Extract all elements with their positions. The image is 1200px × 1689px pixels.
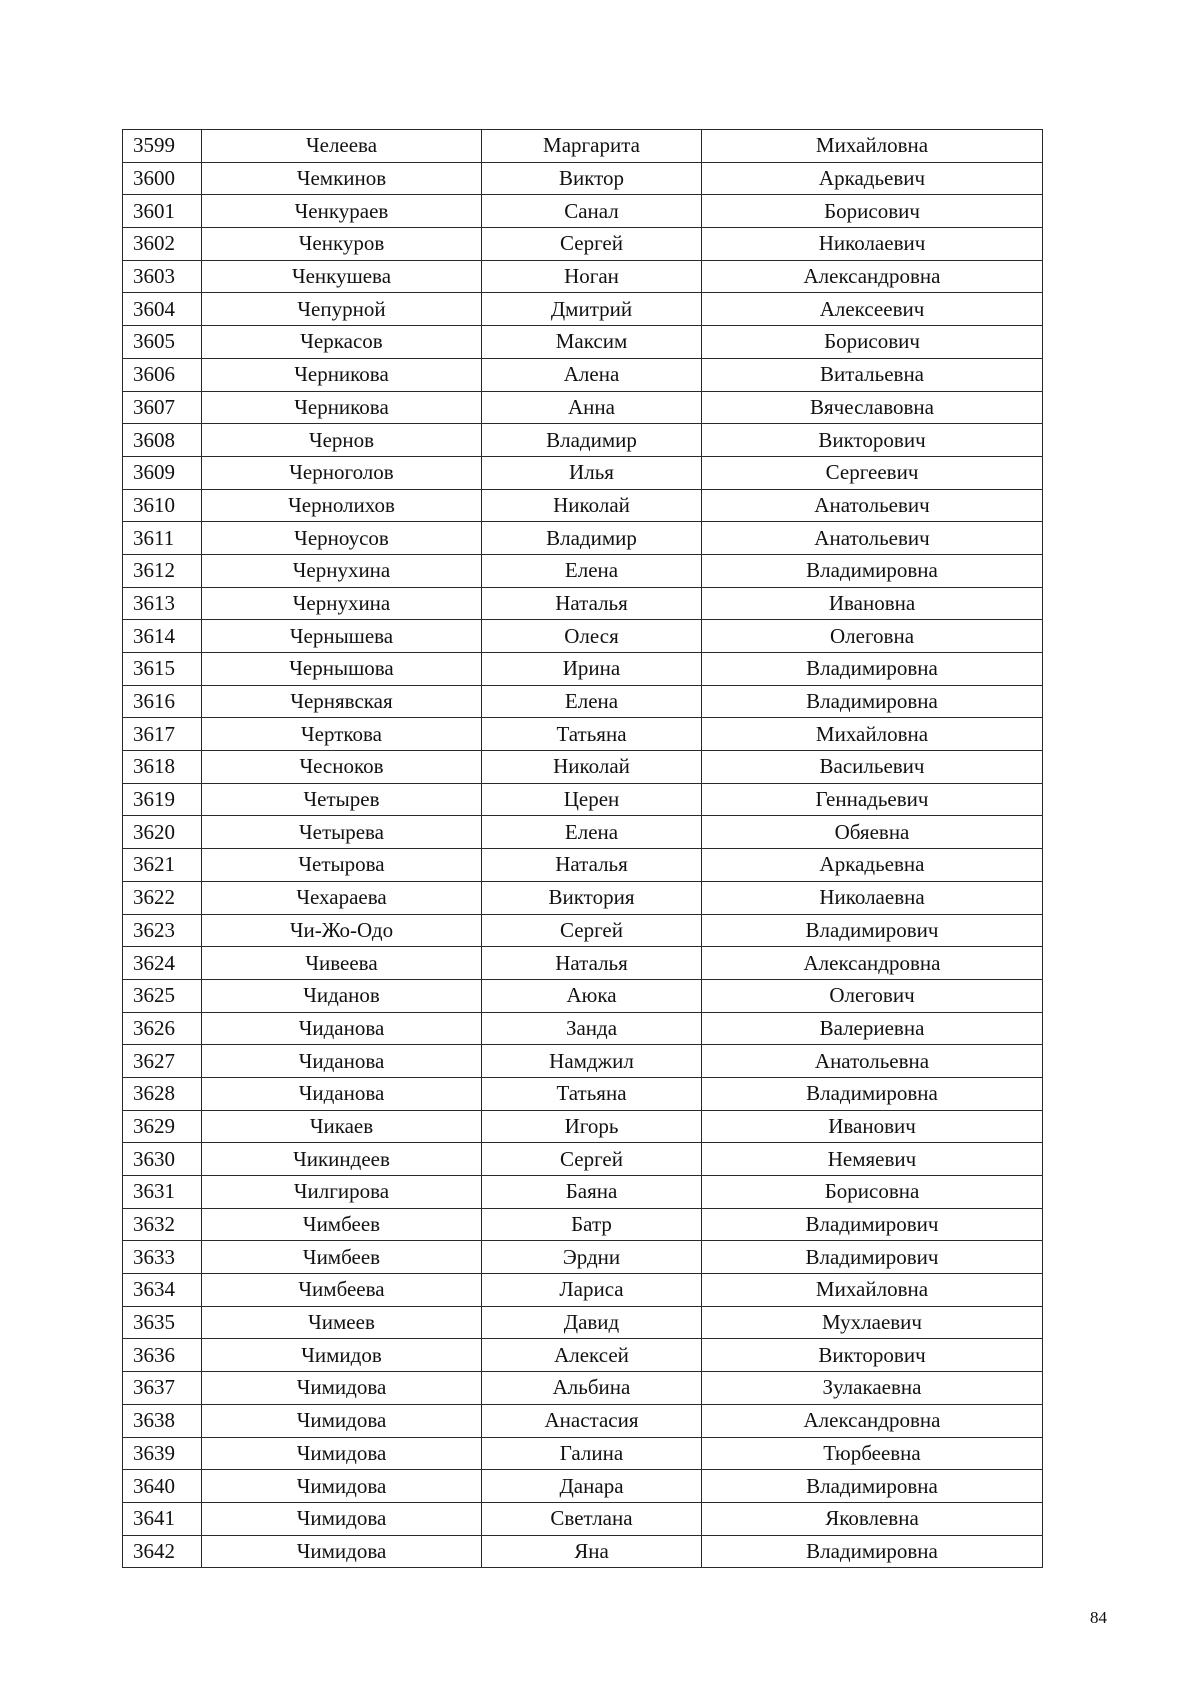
- first-name-cell: Санал: [482, 195, 702, 228]
- row-number: 3603: [123, 260, 202, 293]
- row-number: 3619: [123, 783, 202, 816]
- table-row: [123, 685, 1043, 718]
- row-number: 3641: [123, 1502, 202, 1535]
- first-name-cell: Светлана: [482, 1502, 702, 1535]
- patronymic-cell: Владимировна: [702, 1535, 1043, 1568]
- first-name-cell: Татьяна: [482, 1077, 702, 1110]
- patronymic-cell: Борисович: [702, 195, 1043, 228]
- table-row: [123, 522, 1043, 555]
- row-number: 3634: [123, 1274, 202, 1307]
- table-row: [123, 424, 1043, 457]
- first-name-cell: Татьяна: [482, 718, 702, 751]
- surname-cell: Чимидова: [202, 1535, 482, 1568]
- patronymic-cell: Александровна: [702, 947, 1043, 980]
- table-row: [123, 1143, 1043, 1176]
- table-row: [123, 1077, 1043, 1110]
- row-number: 3626: [123, 1012, 202, 1045]
- patronymic-cell: Владимировна: [702, 554, 1043, 587]
- table-row: [123, 1470, 1043, 1503]
- patronymic-cell: Борисовна: [702, 1176, 1043, 1209]
- patronymic-cell: Владимировна: [702, 685, 1043, 718]
- surname-cell: Чимеев: [202, 1306, 482, 1339]
- row-number: 3624: [123, 947, 202, 980]
- first-name-cell: Анна: [482, 391, 702, 424]
- table-row: [123, 1404, 1043, 1437]
- row-number: 3608: [123, 424, 202, 457]
- first-name-cell: Виктория: [482, 881, 702, 914]
- surname-cell: Чимидова: [202, 1404, 482, 1437]
- row-number: 3620: [123, 816, 202, 849]
- first-name-cell: Наталья: [482, 587, 702, 620]
- patronymic-cell: Николаевна: [702, 881, 1043, 914]
- row-number: 3631: [123, 1176, 202, 1209]
- row-number: 3617: [123, 718, 202, 751]
- patronymic-cell: Витальевна: [702, 358, 1043, 391]
- patronymic-cell: Олегович: [702, 979, 1043, 1012]
- patronymic-cell: Владимировна: [702, 1077, 1043, 1110]
- table-row: [123, 1274, 1043, 1307]
- surname-cell: Ченкураев: [202, 195, 482, 228]
- row-number: 3611: [123, 522, 202, 555]
- table-row: [123, 947, 1043, 980]
- patronymic-cell: Вячеславовна: [702, 391, 1043, 424]
- row-number: 3636: [123, 1339, 202, 1372]
- row-number: 3628: [123, 1077, 202, 1110]
- row-number: 3635: [123, 1306, 202, 1339]
- patronymic-cell: Обяевна: [702, 816, 1043, 849]
- table-row: [123, 195, 1043, 228]
- table-row: [123, 326, 1043, 359]
- surname-cell: Черникова: [202, 358, 482, 391]
- table-row: [123, 1502, 1043, 1535]
- table-row: [123, 1372, 1043, 1405]
- surname-cell: Чернявская: [202, 685, 482, 718]
- patronymic-cell: Владимирович: [702, 914, 1043, 947]
- table-row: [123, 653, 1043, 686]
- names-table-body: [123, 130, 1043, 1568]
- first-name-cell: Галина: [482, 1437, 702, 1470]
- table-row: [123, 1241, 1043, 1274]
- row-number: 3622: [123, 881, 202, 914]
- table-row: [123, 620, 1043, 653]
- patronymic-cell: Сергеевич: [702, 456, 1043, 489]
- surname-cell: Чимидова: [202, 1437, 482, 1470]
- table-row: [123, 1437, 1043, 1470]
- surname-cell: Чимидова: [202, 1502, 482, 1535]
- first-name-cell: Елена: [482, 554, 702, 587]
- surname-cell: Чимидова: [202, 1470, 482, 1503]
- first-name-cell: Николай: [482, 489, 702, 522]
- first-name-cell: Эрдни: [482, 1241, 702, 1274]
- patronymic-cell: Аркадьевна: [702, 849, 1043, 882]
- table-row: [123, 881, 1043, 914]
- surname-cell: Черникова: [202, 391, 482, 424]
- table-row: [123, 587, 1043, 620]
- table-row: [123, 816, 1043, 849]
- table-row: [123, 783, 1043, 816]
- first-name-cell: Игорь: [482, 1110, 702, 1143]
- patronymic-cell: Иванович: [702, 1110, 1043, 1143]
- first-name-cell: Занда: [482, 1012, 702, 1045]
- row-number: 3632: [123, 1208, 202, 1241]
- first-name-cell: Владимир: [482, 522, 702, 555]
- row-number: 3640: [123, 1470, 202, 1503]
- first-name-cell: Церен: [482, 783, 702, 816]
- table-row: [123, 162, 1043, 195]
- first-name-cell: Илья: [482, 456, 702, 489]
- row-number: 3601: [123, 195, 202, 228]
- row-number: 3610: [123, 489, 202, 522]
- patronymic-cell: Олеговна: [702, 620, 1043, 653]
- table-row: [123, 1110, 1043, 1143]
- table-row: [123, 1045, 1043, 1078]
- surname-cell: Чернолихов: [202, 489, 482, 522]
- surname-cell: Четырев: [202, 783, 482, 816]
- first-name-cell: Намджил: [482, 1045, 702, 1078]
- first-name-cell: Сергей: [482, 228, 702, 261]
- patronymic-cell: Мухлаевич: [702, 1306, 1043, 1339]
- row-number: 3599: [123, 130, 202, 163]
- row-number: 3604: [123, 293, 202, 326]
- first-name-cell: Баяна: [482, 1176, 702, 1209]
- row-number: 3612: [123, 554, 202, 587]
- patronymic-cell: Александровна: [702, 1404, 1043, 1437]
- table-row: [123, 228, 1043, 261]
- surname-cell: Чехараева: [202, 881, 482, 914]
- table-row: [123, 1306, 1043, 1339]
- first-name-cell: Лариса: [482, 1274, 702, 1307]
- table-row: [123, 1176, 1043, 1209]
- table-row: [123, 1339, 1043, 1372]
- first-name-cell: Виктор: [482, 162, 702, 195]
- row-number: 3618: [123, 751, 202, 784]
- patronymic-cell: Зулакаевна: [702, 1372, 1043, 1405]
- first-name-cell: Максим: [482, 326, 702, 359]
- patronymic-cell: Викторович: [702, 424, 1043, 457]
- surname-cell: Чимидова: [202, 1372, 482, 1405]
- table-row: [123, 1012, 1043, 1045]
- first-name-cell: Альбина: [482, 1372, 702, 1405]
- surname-cell: Чернов: [202, 424, 482, 457]
- page-number: 84: [1090, 1608, 1107, 1627]
- first-name-cell: Сергей: [482, 914, 702, 947]
- first-name-cell: Сергей: [482, 1143, 702, 1176]
- patronymic-cell: Анатольевич: [702, 522, 1043, 555]
- table-row: [123, 1535, 1043, 1568]
- table-row: [123, 914, 1043, 947]
- surname-cell: Чепурной: [202, 293, 482, 326]
- first-name-cell: Ноган: [482, 260, 702, 293]
- row-number: 3609: [123, 456, 202, 489]
- row-number: 3642: [123, 1535, 202, 1568]
- row-number: 3614: [123, 620, 202, 653]
- row-number: 3623: [123, 914, 202, 947]
- patronymic-cell: Немяевич: [702, 1143, 1043, 1176]
- patronymic-cell: Анатольевна: [702, 1045, 1043, 1078]
- surname-cell: Черткова: [202, 718, 482, 751]
- surname-cell: Чиданова: [202, 1045, 482, 1078]
- patronymic-cell: Валериевна: [702, 1012, 1043, 1045]
- first-name-cell: Владимир: [482, 424, 702, 457]
- surname-cell: Черноголов: [202, 456, 482, 489]
- surname-cell: Чиданова: [202, 1077, 482, 1110]
- row-number: 3621: [123, 849, 202, 882]
- patronymic-cell: Алексеевич: [702, 293, 1043, 326]
- row-number: 3638: [123, 1404, 202, 1437]
- first-name-cell: Наталья: [482, 947, 702, 980]
- first-name-cell: Дмитрий: [482, 293, 702, 326]
- patronymic-cell: Михайловна: [702, 1274, 1043, 1307]
- surname-cell: Чимбеев: [202, 1241, 482, 1274]
- row-number: 3606: [123, 358, 202, 391]
- row-number: 3616: [123, 685, 202, 718]
- surname-cell: Чимбеева: [202, 1274, 482, 1307]
- surname-cell: Челеева: [202, 130, 482, 163]
- table-row: [123, 554, 1043, 587]
- surname-cell: Четырова: [202, 849, 482, 882]
- first-name-cell: Алексей: [482, 1339, 702, 1372]
- surname-cell: Чернухина: [202, 554, 482, 587]
- row-number: 3637: [123, 1372, 202, 1405]
- first-name-cell: Олеся: [482, 620, 702, 653]
- row-number: 3639: [123, 1437, 202, 1470]
- surname-cell: Чернышева: [202, 620, 482, 653]
- names-table: [122, 129, 1043, 1568]
- patronymic-cell: Васильевич: [702, 751, 1043, 784]
- patronymic-cell: Михайловна: [702, 718, 1043, 751]
- patronymic-cell: Викторович: [702, 1339, 1043, 1372]
- row-number: 3615: [123, 653, 202, 686]
- row-number: 3600: [123, 162, 202, 195]
- first-name-cell: Аюка: [482, 979, 702, 1012]
- surname-cell: Чернухина: [202, 587, 482, 620]
- patronymic-cell: Николаевич: [702, 228, 1043, 261]
- first-name-cell: Батр: [482, 1208, 702, 1241]
- surname-cell: Чи-Жо-Одо: [202, 914, 482, 947]
- table-row: [123, 718, 1043, 751]
- patronymic-cell: Владимировна: [702, 1470, 1043, 1503]
- surname-cell: Чимбеев: [202, 1208, 482, 1241]
- row-number: 3605: [123, 326, 202, 359]
- row-number: 3627: [123, 1045, 202, 1078]
- surname-cell: Четырева: [202, 816, 482, 849]
- surname-cell: Чесноков: [202, 751, 482, 784]
- surname-cell: Чикаев: [202, 1110, 482, 1143]
- first-name-cell: Давид: [482, 1306, 702, 1339]
- row-number: 3625: [123, 979, 202, 1012]
- patronymic-cell: Михайловна: [702, 130, 1043, 163]
- first-name-cell: Елена: [482, 816, 702, 849]
- surname-cell: Чемкинов: [202, 162, 482, 195]
- table-row: [123, 849, 1043, 882]
- first-name-cell: Николай: [482, 751, 702, 784]
- patronymic-cell: Яковлевна: [702, 1502, 1043, 1535]
- row-number: 3629: [123, 1110, 202, 1143]
- first-name-cell: Маргарита: [482, 130, 702, 163]
- patronymic-cell: Аркадьевич: [702, 162, 1043, 195]
- first-name-cell: Алена: [482, 358, 702, 391]
- row-number: 3633: [123, 1241, 202, 1274]
- first-name-cell: Данара: [482, 1470, 702, 1503]
- row-number: 3613: [123, 587, 202, 620]
- row-number: 3602: [123, 228, 202, 261]
- surname-cell: Чилгирова: [202, 1176, 482, 1209]
- table-row: [123, 1208, 1043, 1241]
- first-name-cell: Анастасия: [482, 1404, 702, 1437]
- surname-cell: Чивеева: [202, 947, 482, 980]
- surname-cell: Чимидов: [202, 1339, 482, 1372]
- patronymic-cell: Владимирович: [702, 1208, 1043, 1241]
- surname-cell: Черноусов: [202, 522, 482, 555]
- first-name-cell: Елена: [482, 685, 702, 718]
- table-row: [123, 456, 1043, 489]
- table-row: [123, 391, 1043, 424]
- patronymic-cell: Ивановна: [702, 587, 1043, 620]
- first-name-cell: Наталья: [482, 849, 702, 882]
- table-row: [123, 130, 1043, 163]
- patronymic-cell: Владимировна: [702, 653, 1043, 686]
- table-row: [123, 751, 1043, 784]
- row-number: 3630: [123, 1143, 202, 1176]
- surname-cell: Чиданов: [202, 979, 482, 1012]
- surname-cell: Ченкушева: [202, 260, 482, 293]
- table-row: [123, 358, 1043, 391]
- patronymic-cell: Геннадьевич: [702, 783, 1043, 816]
- patronymic-cell: Борисович: [702, 326, 1043, 359]
- patronymic-cell: Владимирович: [702, 1241, 1043, 1274]
- table-row: [123, 260, 1043, 293]
- table-row: [123, 293, 1043, 326]
- surname-cell: Чикиндеев: [202, 1143, 482, 1176]
- surname-cell: Чиданова: [202, 1012, 482, 1045]
- table-row: [123, 979, 1043, 1012]
- surname-cell: Чернышова: [202, 653, 482, 686]
- patronymic-cell: Александровна: [702, 260, 1043, 293]
- patronymic-cell: Тюрбеевна: [702, 1437, 1043, 1470]
- first-name-cell: Яна: [482, 1535, 702, 1568]
- row-number: 3607: [123, 391, 202, 424]
- first-name-cell: Ирина: [482, 653, 702, 686]
- surname-cell: Ченкуров: [202, 228, 482, 261]
- patronymic-cell: Анатольевич: [702, 489, 1043, 522]
- table-row: [123, 489, 1043, 522]
- surname-cell: Черкасов: [202, 326, 482, 359]
